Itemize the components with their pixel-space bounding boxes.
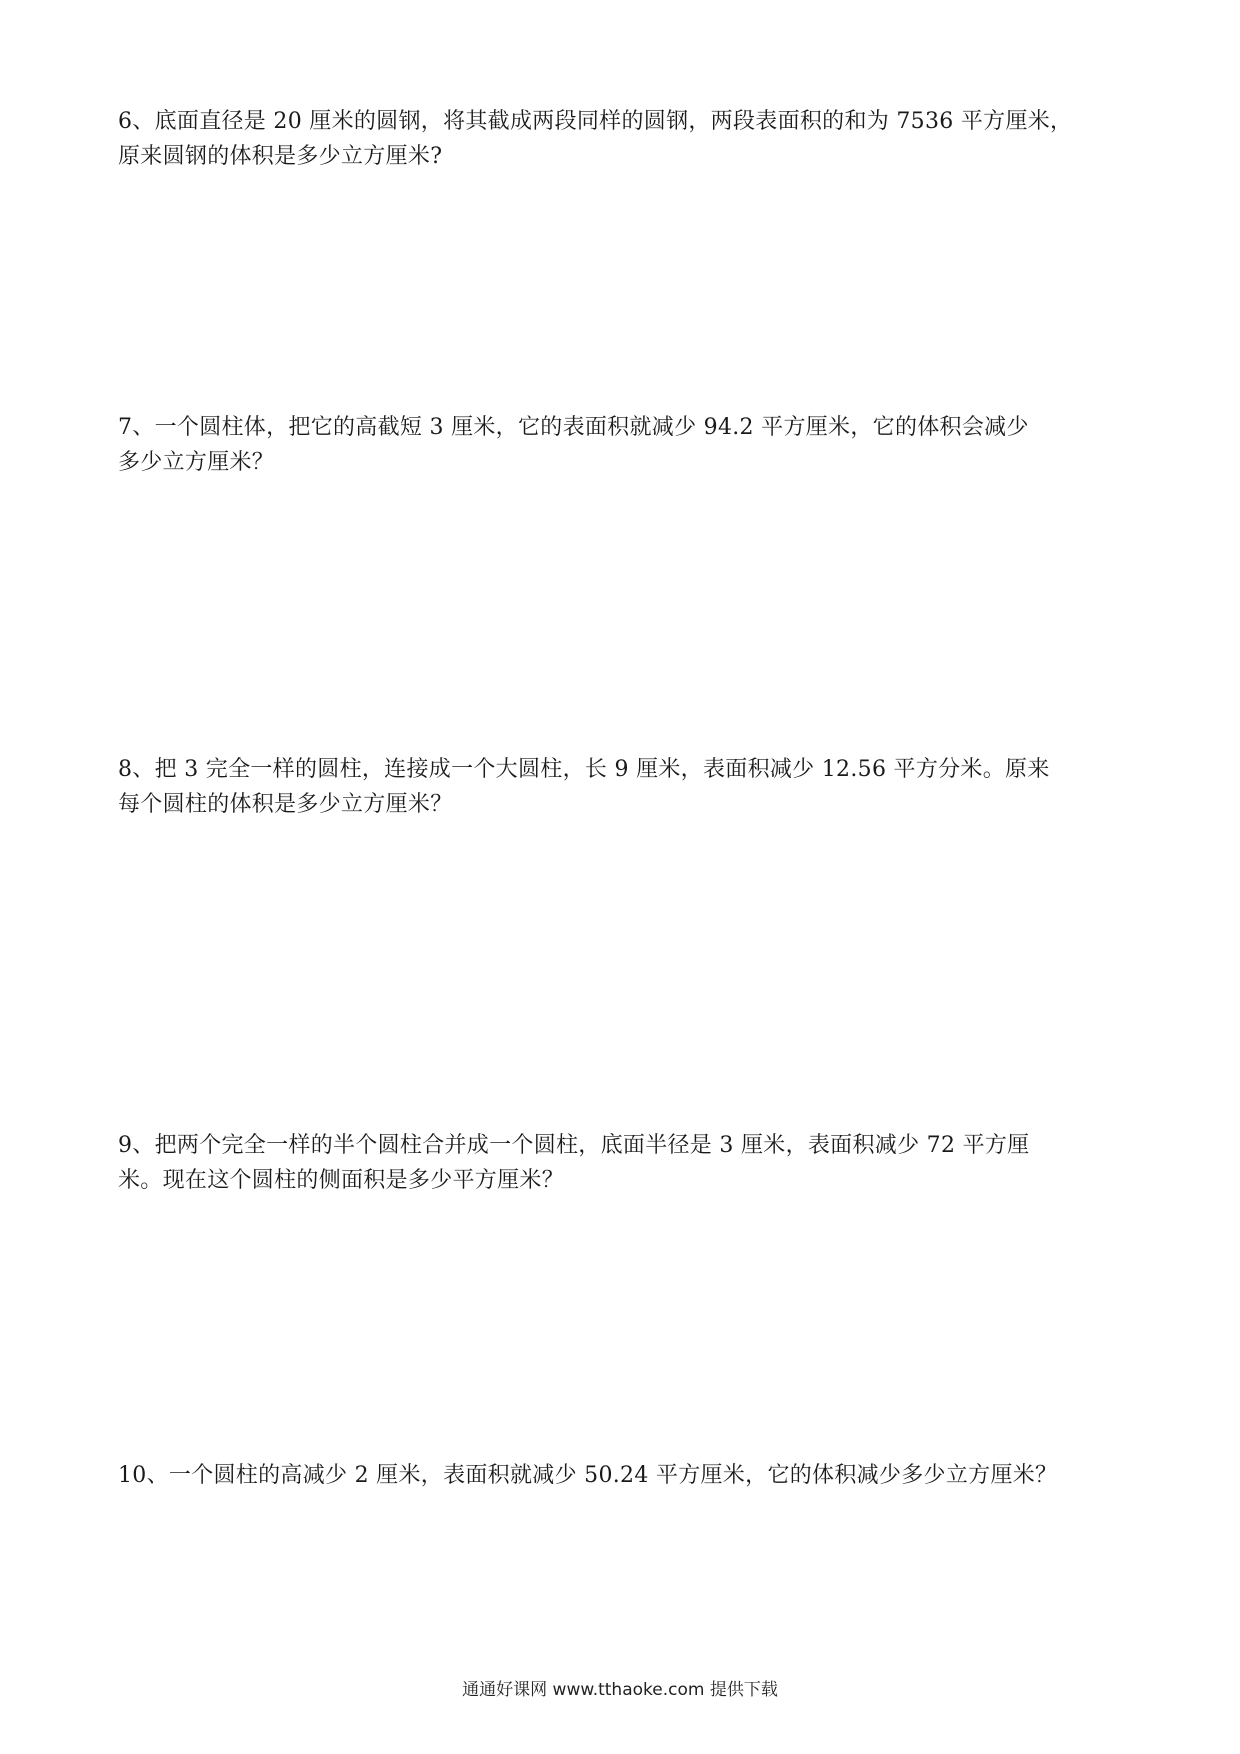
question-6-line-1: 6、底面直径是 20 厘米的圆钢，将其截成两段同样的圆钢，两段表面积的和为 7536 平方厘米，: [118, 109, 1073, 134]
question-8: [118, 752, 1128, 822]
question-9-line-2: 米。现在这个圆柱的侧面积是多少平方厘米？: [118, 1168, 565, 1193]
question-10: [118, 1458, 1128, 1493]
question-7-line-2: 多少立方厘米？: [118, 450, 275, 475]
question-9: [118, 1128, 1128, 1198]
footer-source-text: 通通好课网 www.tthaoke.com 提供下载: [462, 1680, 778, 1700]
question-10-line-1: 10、一个圆柱的高减少 2 厘米，表面积就减少 50.24 平方厘米，它的体积减少多少立方厘米？: [118, 1463, 1058, 1488]
question-6-line-2: 原来圆钢的体积是多少立方厘米?: [118, 144, 443, 169]
question-9-line-1: 9、把两个完全一样的半个圆柱合并成一个圆柱，底面半径是 3 厘米，表面积减少 72 平方厘: [118, 1133, 1030, 1158]
question-7: [118, 410, 1128, 480]
question-8-line-2: 每个圆柱的体积是多少立方厘米？: [118, 792, 453, 817]
question-7-line-1: 7、一个圆柱体，把它的高截短 3 厘米，它的表面积就减少 94.2 平方厘米，它的体积会减少: [118, 415, 1029, 440]
question-6: [118, 104, 1128, 174]
question-8-line-1: 8、把 3 完全一样的圆柱，连接成一个大圆柱，长 9 厘米，表面积减少 12.56 平方分米。原来: [118, 757, 1050, 782]
